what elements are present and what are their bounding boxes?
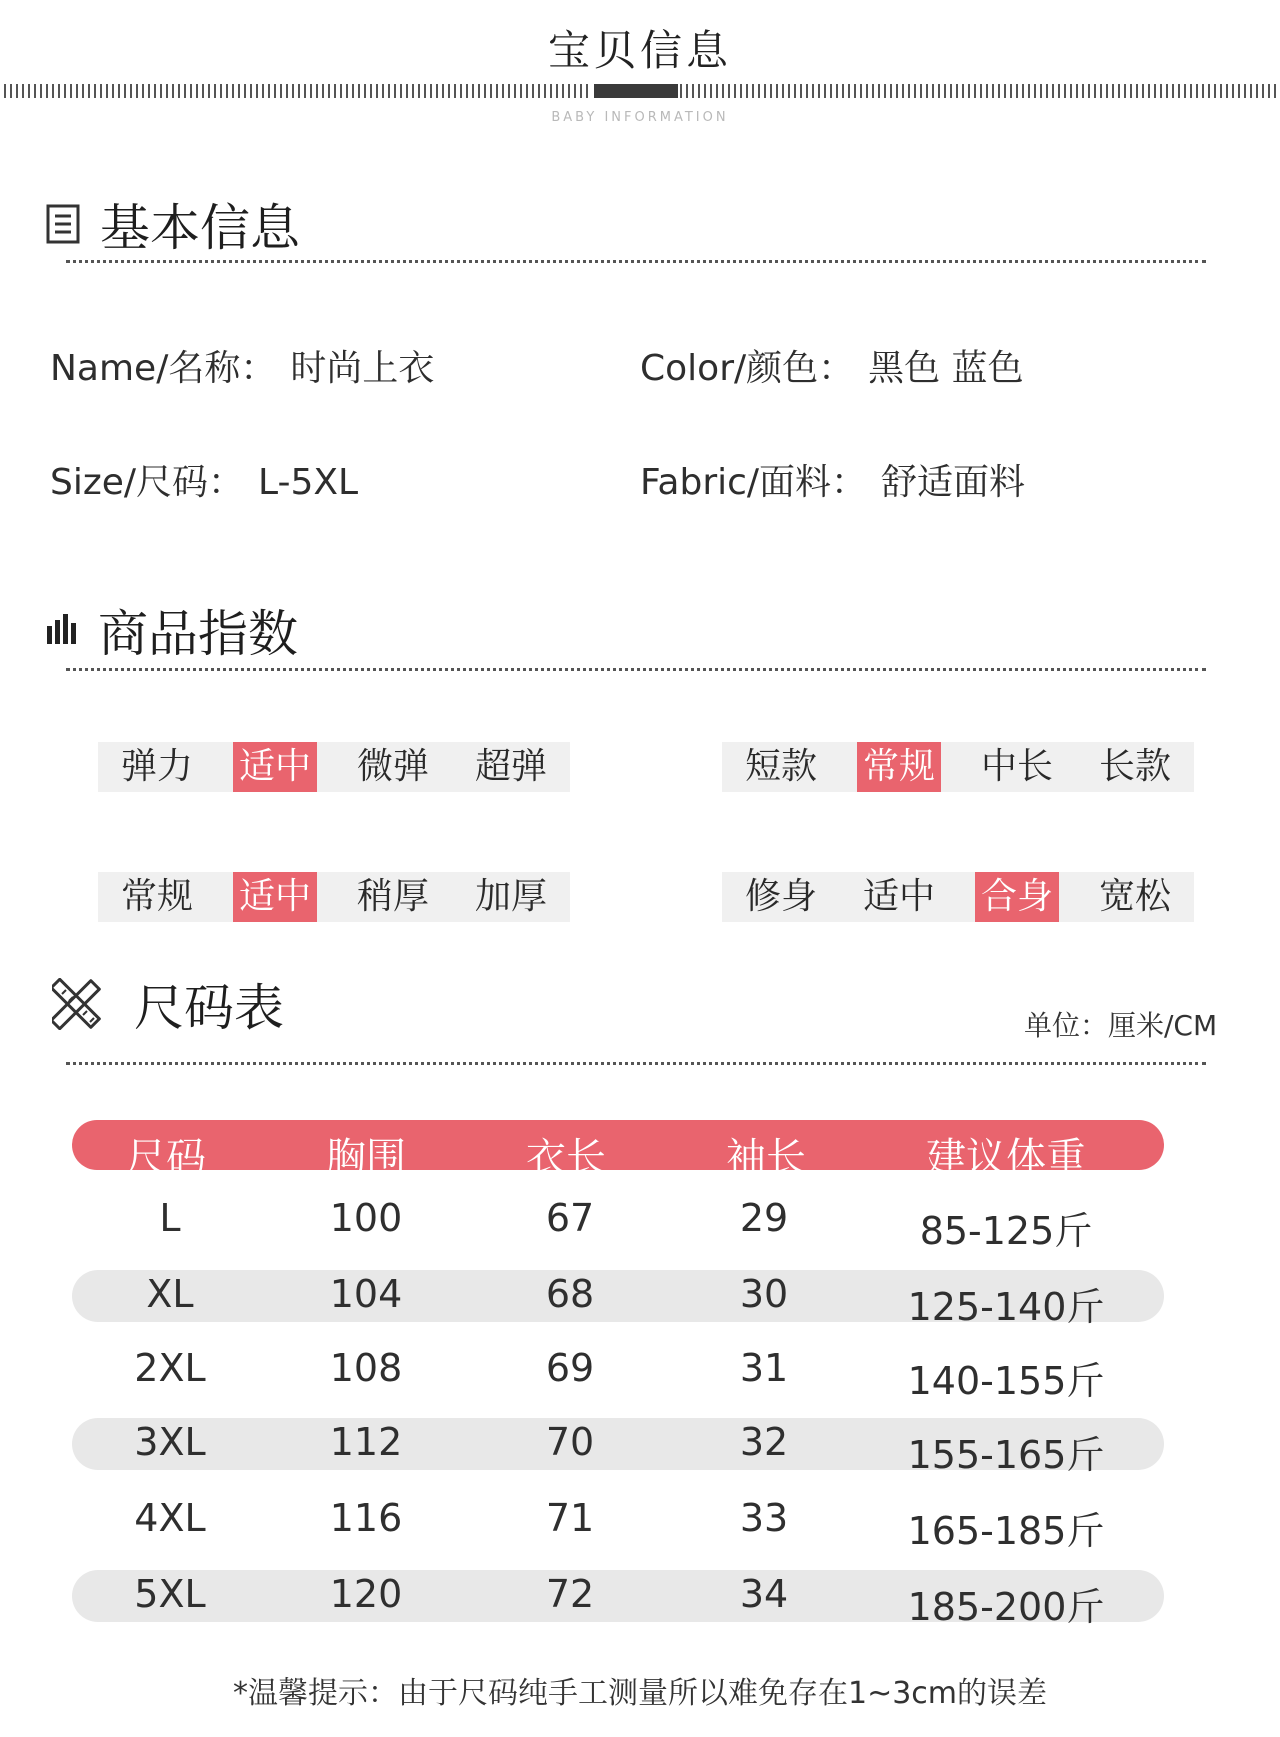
info-fabric — [640, 454, 1025, 505]
index-option: 宽松 — [1098, 876, 1171, 917]
column-header: 尺码 — [126, 1135, 206, 1181]
table-cell: 112 — [329, 1420, 403, 1464]
index-option: 常规 — [120, 876, 193, 917]
column-header: 袖长 — [726, 1135, 806, 1181]
table-cell: 104 — [329, 1272, 403, 1316]
index-option-selected: 常规 — [857, 742, 941, 792]
table-cell: 165-185斤 — [907, 1509, 1105, 1553]
header-hatch-right — [680, 84, 1276, 98]
table-cell: 68 — [545, 1272, 595, 1316]
index-option: 适中 — [862, 876, 935, 917]
header-hatch-left — [4, 84, 592, 98]
index-row-length — [722, 742, 1194, 792]
info-color — [640, 340, 1024, 391]
divider-basic — [66, 260, 1206, 263]
index-row-fit — [722, 872, 1194, 922]
index-option: 长款 — [1098, 746, 1171, 787]
info-label: Fabric/面料： — [640, 462, 868, 503]
list-document-icon — [46, 204, 80, 244]
table-cell: 70 — [545, 1420, 595, 1464]
section-title-size: 尺码表 — [134, 979, 284, 1037]
bar-chart-icon — [46, 614, 80, 644]
index-option-selected: 适中 — [233, 742, 317, 792]
table-cell: 3XL — [134, 1420, 206, 1464]
info-label: Name/名称： — [50, 348, 277, 389]
table-cell: 125-140斤 — [907, 1285, 1105, 1329]
index-option: 加厚 — [474, 876, 547, 917]
table-cell: 32 — [739, 1420, 789, 1464]
column-header: 衣长 — [526, 1135, 606, 1181]
table-cell: 4XL — [134, 1496, 206, 1540]
info-size — [50, 454, 358, 505]
column-header: 建议体重 — [926, 1135, 1086, 1181]
table-cell: 34 — [739, 1572, 789, 1616]
table-cell: 140-155斤 — [907, 1359, 1105, 1403]
section-title-index: 商品指数 — [98, 605, 298, 663]
index-option-selected: 适中 — [233, 872, 317, 922]
table-cell: 100 — [329, 1196, 403, 1240]
index-option: 短款 — [744, 746, 817, 787]
index-row-thickness — [98, 872, 570, 922]
table-cell: 108 — [329, 1346, 403, 1390]
index-option: 微弹 — [356, 746, 429, 787]
page-subtitle: BABY INFORMATION — [551, 110, 729, 125]
table-cell: 30 — [739, 1272, 789, 1316]
table-cell: 2XL — [134, 1346, 206, 1390]
page-title: 宝贝信息 — [547, 26, 732, 75]
ruler-pencil-icon — [52, 978, 106, 1030]
table-cell: 5XL — [134, 1572, 206, 1616]
info-value: L-5XL — [258, 462, 359, 503]
column-header: 胸围 — [326, 1135, 406, 1181]
table-cell: 185-200斤 — [907, 1585, 1105, 1629]
index-option: 超弹 — [474, 746, 547, 787]
section-title-basic: 基本信息 — [100, 199, 300, 257]
table-cell: 155-165斤 — [907, 1433, 1105, 1477]
table-cell: 29 — [739, 1196, 789, 1240]
header-accent-bar — [594, 84, 678, 98]
info-value: 时尚上衣 — [290, 348, 435, 389]
table-cell: XL — [146, 1272, 194, 1316]
info-label: Color/颜色： — [640, 348, 855, 389]
index-option: 弹力 — [120, 746, 193, 787]
table-cell: 72 — [545, 1572, 595, 1616]
size-note: *温馨提示：由于尺码纯手工测量所以难免存在1~3cm的误差 — [232, 1676, 1048, 1711]
table-cell: L — [159, 1196, 181, 1240]
table-cell: 69 — [545, 1346, 595, 1390]
info-value: 舒适面料 — [881, 462, 1026, 503]
info-name — [50, 340, 434, 391]
table-cell: 71 — [545, 1496, 595, 1540]
index-option: 中长 — [980, 746, 1053, 787]
table-cell: 85-125斤 — [919, 1209, 1093, 1253]
table-cell: 120 — [329, 1572, 403, 1616]
table-cell: 33 — [739, 1496, 789, 1540]
table-cell: 67 — [545, 1196, 595, 1240]
info-value: 黑色 蓝色 — [868, 348, 1024, 389]
index-option: 修身 — [744, 876, 817, 917]
table-cell: 31 — [739, 1346, 789, 1390]
index-row-elasticity — [98, 742, 570, 792]
unit-label: 单位：厘米/CM — [1024, 1009, 1218, 1042]
divider-size — [66, 1062, 1206, 1065]
info-label: Size/尺码： — [50, 462, 245, 503]
divider-index — [66, 668, 1206, 671]
index-option-selected: 合身 — [975, 872, 1059, 922]
table-cell: 116 — [329, 1496, 403, 1540]
index-option: 稍厚 — [356, 876, 429, 917]
